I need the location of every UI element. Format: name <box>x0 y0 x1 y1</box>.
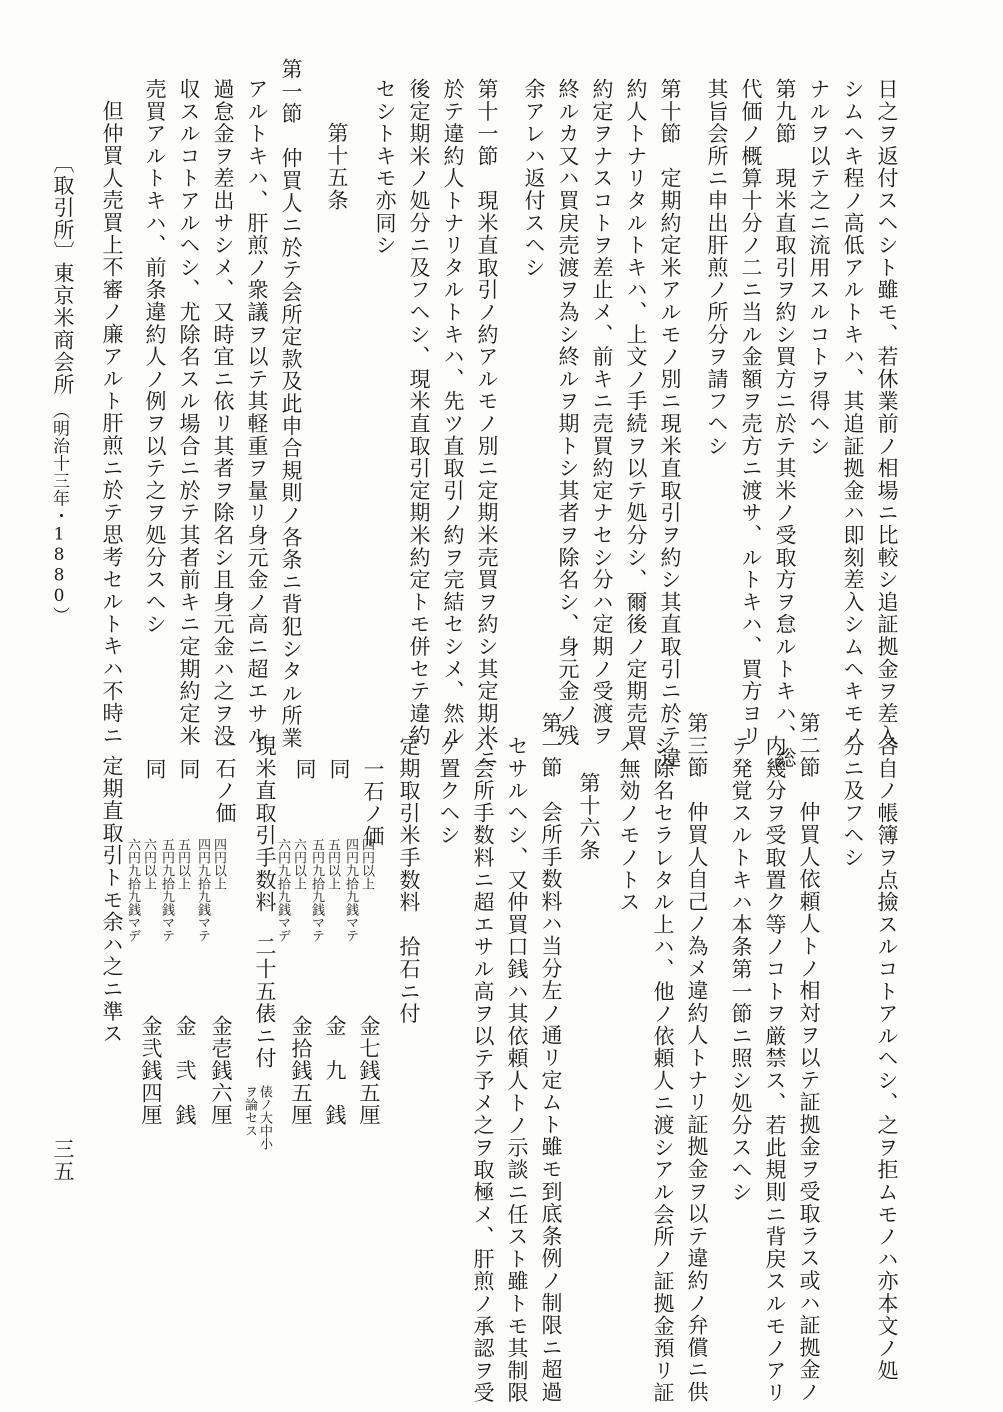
text-column: ハ会所手数料ニ超エサル高ヲ以テ予メ之ヲ取極メ、肝煎ノ承認ヲ受 <box>471 735 495 1404</box>
text-column: 約定ヲナスコトヲ差止メ、前キニ売買約定ナセシ分ハ定期ノ受渡ヲ <box>590 78 614 747</box>
text-column: 内幾分ヲ受取置ク等ノコトヲ厳禁ス、若此規則ニ背戻スルモノアリ <box>763 735 787 1404</box>
fee-range-from: 五円以上 <box>325 838 340 890</box>
text-column: セシトキモ亦同シ <box>373 78 397 257</box>
text-column: 過怠金ヲ差出サシメ、又時宜ニ依リ其者ヲ除名シ且身元金ハ之ヲ没 <box>211 78 235 747</box>
text-column: 其旨会所ニ申出肝煎ノ所分ヲ請フヘシ <box>705 78 729 458</box>
text-column: 各自ノ帳簿ヲ点撿スルコトアルヘシ、之ヲ拒ムモノハ亦本文ノ処 <box>875 735 899 1382</box>
text-column: 第九節 現米直取引ヲ約シ買方ニ於テ其米ノ受取方ヲ怠ルトキハ、総 <box>773 78 797 770</box>
fee-range-to: 六円九拾九銭マデ <box>125 838 140 942</box>
fee-amount: 金弐銭四厘 <box>139 1015 163 1127</box>
text-column: 但仲買人売買上不審ノ廉アルト肝煎ニ於テ思考セルトキハ不時ニ <box>100 100 124 747</box>
fee-range-to: 五円九拾九銭マテ <box>159 838 174 942</box>
text-column: 第十節 定期約定米アルモノ別ニ現米直取引ヲ約シ其直取引ニ於テ違 <box>658 78 682 770</box>
text-column: ナルヲ以テ之ニ流用スルコトヲ得ヘシ <box>807 78 831 458</box>
text-column: シ除名セラレタル上ハ、他ノ依頼人ニ渡シアル会所ノ証拠金預リ証 <box>651 735 675 1404</box>
fee-note: ヲ論セス <box>242 1085 257 1137</box>
text-column: 定期取引米手数料 拾石ニ付 <box>397 735 421 1025</box>
text-column: 代価ノ概算十分ノ二ニ当ル金額ヲ売方ニ渡サ、ルトキハ、買方ヨリ <box>739 78 763 747</box>
text-column: シムヘキ程ノ高低アルトキハ、其追証拠金ハ即刻差入シムヘキモノ <box>841 78 865 747</box>
text-column: 終ルカ又ハ買戻売渡ヲ為シ終ルヲ期トシ其者ヲ除名シ、身元金ノ残 <box>556 78 580 747</box>
fee-final-line: 定期直取引トモ余ハ之ニ準ス <box>100 755 124 1045</box>
fee-row-label: 同 <box>293 758 317 781</box>
fee-note: 俵ノ大中小 <box>257 1085 272 1150</box>
text-column: 収スルコトアルヘシ、尤除名スル場合ニ於テ其者前キニ定期約定米 <box>177 78 201 747</box>
fee-range-to: 六円九拾九銭マデ <box>275 838 290 942</box>
fee-range-from: 四円以上 <box>359 838 374 890</box>
source-date: （明治十三年・1880） <box>49 402 69 624</box>
text-column: 後定期米ノ処分ニ及フヘシ、現米直取引定期米約定トモ併セテ違約 <box>407 78 431 747</box>
fee-amount: 金壱銭六厘 <box>209 1015 233 1127</box>
text-column: 第三節 仲買人自己ノ為メ違約人トナリ証拠金ヲ以テ違約ノ弁償ニ供 <box>685 712 709 1404</box>
fee-row-label: 同 <box>143 758 167 781</box>
text-column: 第十五条 <box>325 122 349 212</box>
fee-range-from: 六円以上 <box>291 838 306 890</box>
fee-amount: 金七銭五厘 <box>357 1015 381 1127</box>
fee-amount: 金 弐 銭 <box>173 1015 197 1127</box>
text-column: セサルヘシ、又仲買口銭ハ其依頼人トノ示談ニ任スト雖トモ其制限 <box>505 735 529 1404</box>
fee-subheader: 現米直取引手数料 二十五俵ニ付 <box>253 735 277 1070</box>
fee-row-label: 一石ノ価 <box>213 735 237 825</box>
text-column: 於テ違約人トナリタルトキハ、先ツ直取引ノ約ヲ完結セシメ、然ル <box>441 78 465 747</box>
fee-amount: 金拾銭五厘 <box>289 1015 313 1127</box>
fee-range-from: 六円以上 <box>141 838 156 890</box>
text-column: 第二節 仲買人依頼人トノ相対ヲ以テ証拠金ヲ受取ラス或ハ証拠金ノ <box>797 712 821 1404</box>
fee-range-from: 五円以上 <box>175 838 190 890</box>
fee-range-from: 四円以上 <box>211 838 226 890</box>
text-column: アルトキハ、肝煎ノ衆議ヲ以テ其軽重ヲ量リ身元金ノ高ニ超エサル <box>245 78 269 747</box>
page-number: 三五 <box>51 1138 75 1183</box>
fee-range-to: 五円九拾九銭マテ <box>309 838 324 942</box>
fee-range-to: 四円九拾九銭マテ <box>195 838 210 942</box>
text-column: 分ニ及フヘシ <box>841 735 865 869</box>
text-column: ハ無効ノモノトス <box>617 735 641 914</box>
text-column: ケ置クヘシ <box>437 735 461 847</box>
source-organization: 東京米商会所 <box>51 262 75 396</box>
fee-row-label: 一石ノ価 <box>361 758 385 848</box>
text-column: 第一節 仲買人ニ於テ会所定款及此申合規則ノ各条ニ背犯シタル所業 <box>279 58 303 750</box>
fee-row-label: 同 <box>177 758 201 781</box>
text-column: 第一節 会所手数料ハ当分左ノ通リ定ムト雖モ到底条例ノ制限ニ超過 <box>539 712 563 1404</box>
source-bracket: 〔取引所〕 <box>51 152 75 264</box>
text-column: 日之ヲ返付スヘシト雖モ、若休業前ノ相場ニ比較シ追証拠金ヲ差入 <box>875 78 899 747</box>
fee-row-label: 同 <box>327 758 351 781</box>
text-column: 第十一節 現米直取引ノ約アルモノ別ニ定期米売買ヲ約シ其定期米ニ <box>475 78 499 770</box>
text-column: 約人トナリタルトキハ、上文ノ手続ヲ以テ処分シ、爾後ノ定期売買 <box>624 78 648 747</box>
text-column: 余アレハ返付スヘシ <box>522 78 546 279</box>
text-column: 売買アルトキハ、前条違約人ノ例ヲ以テ之ヲ処分スヘシ <box>143 78 167 636</box>
text-column: 第十六条 <box>577 772 601 862</box>
fee-range-to: 四円九拾九銭マテ <box>343 838 358 942</box>
text-column: テ発覚スルトキハ本条第一節ニ照シ処分スヘシ <box>729 735 753 1204</box>
fee-amount: 金 九 銭 <box>323 1015 347 1127</box>
